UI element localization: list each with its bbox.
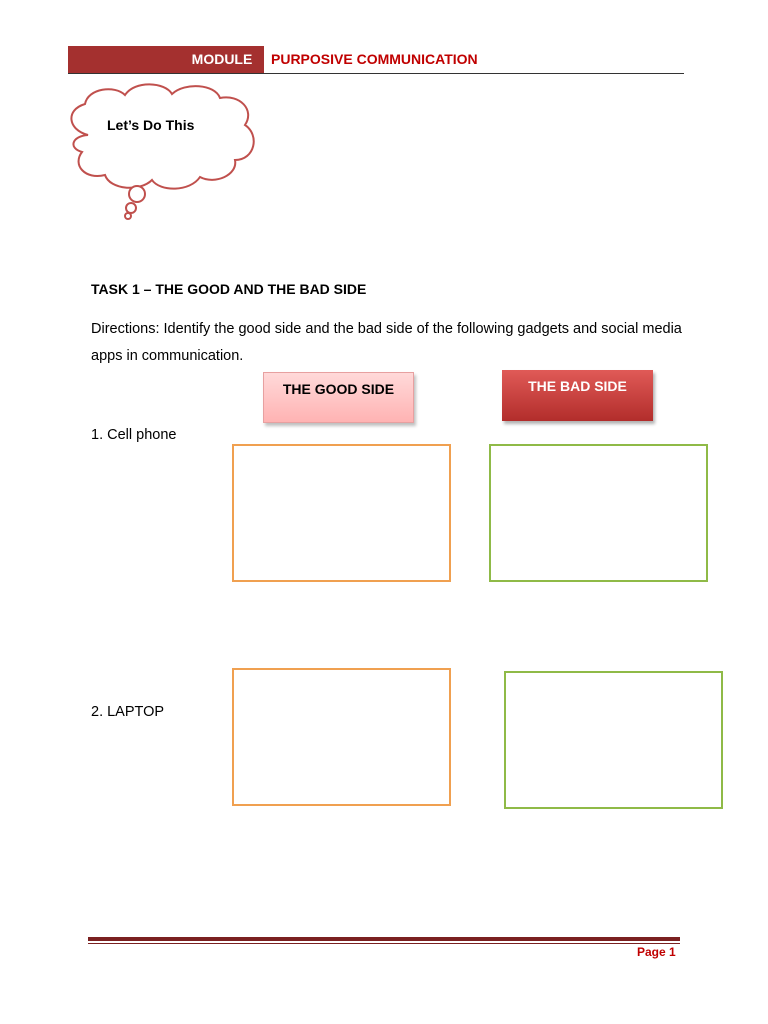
item-label-cell-phone: 1. Cell phone [91,427,177,443]
callout-text: Let’s Do This [107,117,195,133]
cell-phone-good-answer-box[interactable] [232,444,451,582]
cell-phone-bad-answer-box[interactable] [489,444,708,582]
header-divider [68,73,684,74]
module-title: PURPOSIVE COMMUNICATION [271,51,478,67]
bad-side-header: THE BAD SIDE [502,370,653,421]
page-number: Page 1 [637,945,676,959]
footer-divider [88,937,680,941]
module-label: MODULE [191,51,253,67]
laptop-good-answer-box[interactable] [232,668,451,806]
laptop-bad-answer-box[interactable] [504,671,723,809]
footer-divider-thin [88,943,680,944]
task-directions: Directions: Identify the good side and the bad side of the following gadgets and social media apps in communication. [91,321,682,364]
good-side-header: THE GOOD SIDE [263,372,414,423]
item-label-laptop: 2. LAPTOP [91,704,165,720]
thought-cloud-icon [60,80,260,225]
task-title: TASK 1 – THE GOOD AND THE BAD SIDE [91,281,367,297]
